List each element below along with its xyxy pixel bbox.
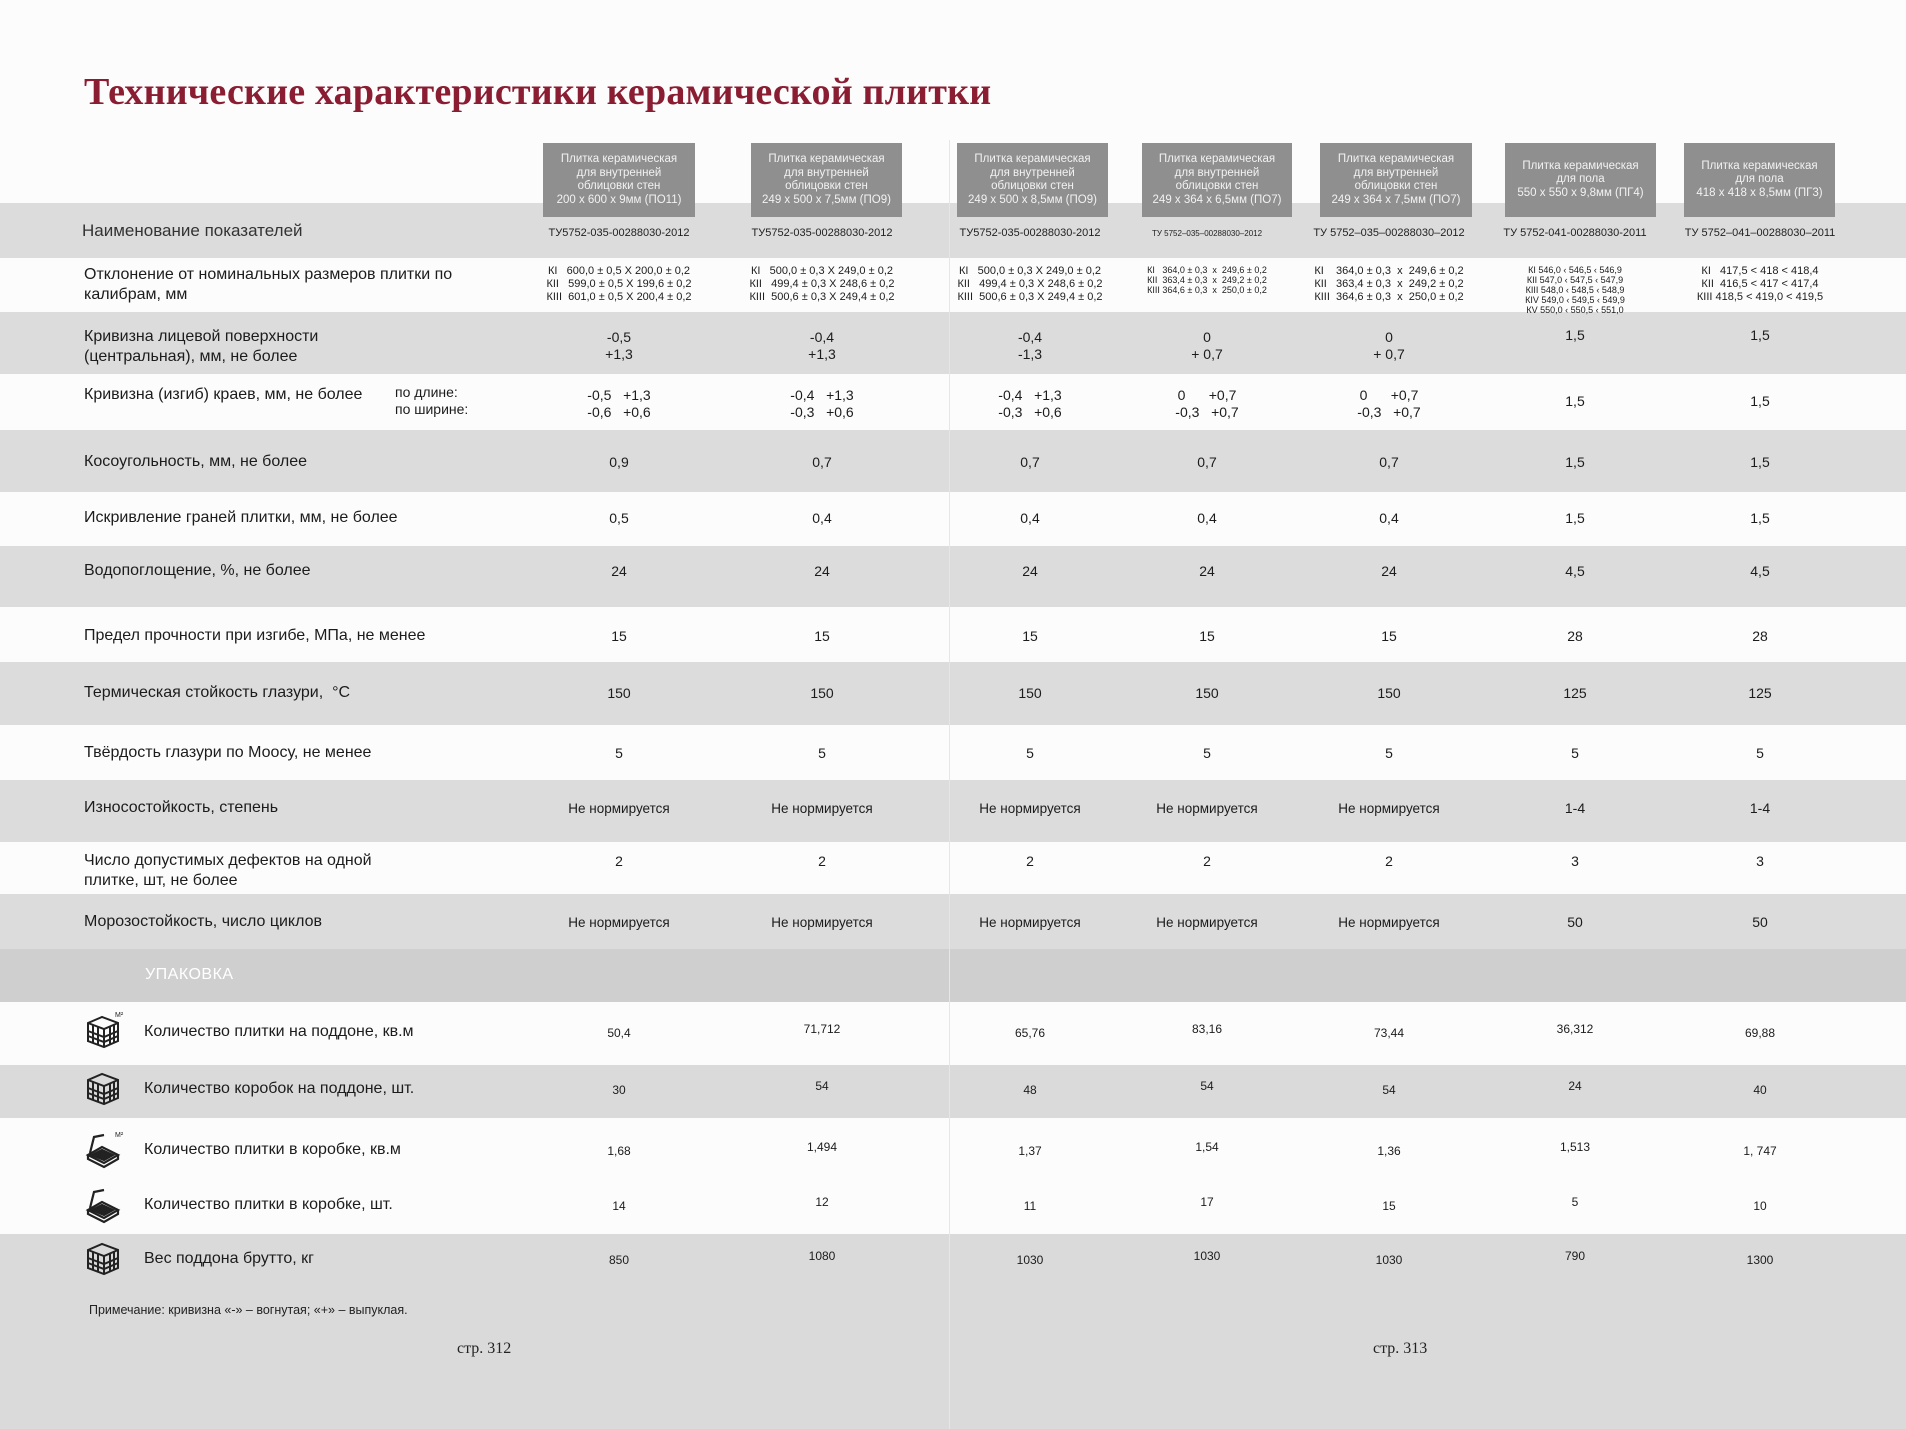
packaging-cell: 1,494 — [806, 1140, 838, 1154]
column-header-line: облицовки стен — [991, 180, 1074, 192]
row-label: Искривление граней плитки, мм, не более — [84, 509, 398, 526]
table-cell: 5 — [1571, 745, 1579, 761]
table-cell: 24 — [1022, 563, 1038, 579]
footnote: Примечание: кривизна «-» – вогнутая; «+» – выпуклая. — [89, 1303, 408, 1317]
table-cell: 2 — [818, 853, 826, 869]
table-cell: 2 — [1385, 853, 1393, 869]
packaging-cell: 12 — [815, 1195, 829, 1209]
table-cell: КI 500,0 ± 0,3 Х 249,0 ± 0,2 КII 499,4 ± 0,3 Х 248,6 ± 0,2 КIII 500,6 ± 0,3 Х 249,4 ± 0,2 — [957, 265, 1103, 303]
table-cell: 1,5 — [1750, 454, 1770, 470]
packaging-cell: 1,513 — [1559, 1140, 1591, 1154]
row-band — [0, 780, 1906, 842]
column-standard: ТУ 5752–035–00288030–2012 — [1151, 229, 1263, 238]
table-cell: 5 — [1385, 745, 1393, 761]
table-cell: 0,7 — [812, 454, 832, 470]
table-cell: 1,5 — [1750, 327, 1770, 343]
table-cell: Не нормируется — [771, 915, 873, 930]
packaging-cell: 1080 — [808, 1249, 836, 1263]
column-header — [1320, 143, 1472, 217]
packaging-cell: 10 — [1753, 1199, 1767, 1213]
row-label: Косоугольность, мм, не более — [84, 453, 308, 470]
packaging-cell: 54 — [815, 1079, 829, 1093]
table-cell: 5 — [1203, 745, 1211, 761]
row-label: Число допустимых дефектов на одной плитке, шт, не более — [84, 852, 372, 889]
packaging-title: УПАКОВКА — [145, 966, 234, 983]
page-divider — [949, 140, 950, 1429]
table-cell: 125 — [1563, 685, 1587, 701]
row-label: Морозостойкость, число циклов — [84, 913, 323, 930]
table-cell: 28 — [1567, 628, 1583, 644]
table-cell: 2 — [1026, 853, 1034, 869]
column-header-line: Плитка керамическая — [1337, 153, 1455, 165]
table-cell: 0 +0,7 -0,3 +0,7 — [1357, 387, 1421, 420]
packaging-cell: 1300 — [1746, 1253, 1774, 1267]
table-cell: -0,4 -1,3 — [1017, 329, 1043, 362]
packaging-cell: 1,54 — [1195, 1140, 1219, 1154]
table-cell: 24 — [1381, 563, 1397, 579]
table-cell: 0,4 — [812, 510, 832, 526]
column-header-line: для внутренней — [1174, 166, 1260, 179]
column-header-line: облицовки стен — [1175, 180, 1259, 192]
row-sublabels: по длине: по ширине: — [395, 384, 469, 417]
packaging-label: Количество плитки в коробке, шт. — [144, 1196, 393, 1213]
column-header-line: облицовки стен — [1354, 180, 1438, 192]
packaging-cell: 40 — [1753, 1083, 1767, 1097]
page-title: Технические характеристики керамической плитки — [84, 71, 992, 113]
column-header — [1505, 143, 1656, 217]
column-header-line: для пола — [1556, 173, 1605, 186]
table-cell: 150 — [810, 685, 834, 701]
packaging-cell: 850 — [608, 1253, 630, 1267]
packaging-cell: 11 — [1023, 1199, 1037, 1213]
column-header-line: Плитка керамическая — [768, 153, 885, 165]
column-header-line: для внутренней — [990, 166, 1075, 179]
table-cell: 28 — [1752, 628, 1768, 644]
packaging-cell: 54 — [1382, 1083, 1396, 1097]
column-header-line: для внутренней — [1353, 166, 1439, 179]
box-icon — [84, 1184, 124, 1224]
table-cell: -0,5 +1,3 -0,6 +0,6 — [587, 387, 651, 420]
row-label: Износостойкость, степень — [84, 799, 279, 816]
table-cell: 0,7 — [1020, 454, 1040, 470]
packaging-cell: 15 — [1382, 1199, 1396, 1213]
packaging-cell: 69,88 — [1744, 1026, 1776, 1040]
column-header — [1684, 143, 1835, 217]
table-cell: 15 — [1199, 628, 1215, 644]
column-standard: ТУ5752-035-00288030-2012 — [751, 227, 893, 239]
table-cell: 1-4 — [1749, 800, 1771, 816]
table-cell: 1,5 — [1565, 510, 1585, 526]
packaging-label: Количество плитки в коробке, кв.м — [144, 1141, 401, 1158]
column-header-line: Плитка керамическая — [974, 153, 1091, 165]
column-header-line: 550 x 550 x 9,8мм (ПГ4) — [1517, 186, 1644, 199]
table-cell: 0,7 — [1197, 454, 1217, 470]
table-cell: 150 — [1377, 685, 1401, 701]
row-label: Термическая стойкость глазури, °C — [84, 684, 351, 701]
table-cell: 5 — [1026, 745, 1034, 761]
table-cell: 4,5 — [1565, 563, 1585, 579]
packaging-cell: 30 — [612, 1083, 626, 1097]
column-header — [957, 143, 1108, 217]
table-cell: 150 — [1018, 685, 1042, 701]
table-cell: 24 — [814, 563, 830, 579]
column-standard: ТУ5752-035-00288030-2012 — [548, 227, 690, 239]
table-cell: 15 — [1381, 628, 1397, 644]
column-header-line: 249 x 364 x 7,5мм (ПО7) — [1331, 193, 1461, 206]
packaging-cell: 54 — [1200, 1079, 1214, 1093]
column-header-line: Плитка керамическая — [1158, 153, 1276, 165]
table-cell: 1,5 — [1565, 454, 1585, 470]
table-cell: 1,5 — [1750, 393, 1770, 409]
column-header — [751, 143, 902, 217]
packaging-cell: 65,76 — [1014, 1026, 1046, 1040]
table-cell: 2 — [615, 853, 623, 869]
row-label: Отклонение от номинальных размеров плитки по калибрам, мм — [84, 266, 453, 303]
packaging-cell: 24 — [1568, 1079, 1582, 1093]
row-label: Водопоглощение, %, не более — [84, 562, 311, 579]
table-cell: 1,5 — [1565, 327, 1585, 343]
table-cell: -0,4 +1,3 — [808, 329, 836, 362]
table-cell: 0,4 — [1197, 510, 1217, 526]
column-header-line: 418 x 418 x 8,5мм (ПГ3) — [1696, 186, 1823, 199]
table-cell: Не нормируется — [1156, 915, 1258, 930]
header-label: Наименование показателей — [82, 221, 303, 240]
table-cell: 24 — [611, 563, 627, 579]
table-cell: Не нормируется — [1338, 801, 1440, 816]
table-cell: 15 — [1022, 628, 1038, 644]
column-standard: ТУ 5752-041-00288030-2011 — [1503, 227, 1647, 239]
pallet-weight-icon — [84, 1238, 124, 1278]
table-cell: -0,4 +1,3 -0,3 +0,6 — [790, 387, 854, 420]
table-cell: КI 364,0 ± 0,3 x 249,6 ± 0,2 КII 363,4 ± 0,3 x 249,2 ± 0,2 КIII 364,6 ± 0,3 x 250,0 ± 0,2 — [1314, 265, 1464, 303]
packaging-cell: 5 — [1571, 1195, 1579, 1209]
table-cell: Не нормируется — [979, 915, 1081, 930]
table-cell: КI 364,0 ± 0,3 x 249,6 ± 0,2 КII 363,4 ± 0,3 x 249,2 ± 0,2 КIII 364,6 ± 0,3 x 250,0 ± 0,2 — [1147, 265, 1267, 295]
table-cell: Не нормируется — [568, 801, 670, 816]
table-cell: 1-4 — [1564, 800, 1586, 816]
table-cell: 15 — [814, 628, 830, 644]
packaging-cell: 1,68 — [607, 1144, 631, 1158]
column-standard: ТУ 5752–041–00288030–2011 — [1684, 227, 1836, 239]
column-header-line: для внутренней — [576, 166, 662, 179]
svg-text:М²: М² — [115, 1132, 124, 1139]
column-header-line: 249 x 500 x 7,5мм (ПО9) — [762, 193, 891, 206]
column-header-line: 200 x 600 x 9мм (ПО11) — [556, 193, 682, 206]
page-number-left: стр. 312 — [457, 1340, 512, 1357]
packaging-band — [0, 949, 1906, 1002]
table-cell: КI 417,5 < 418 < 418,4 КII 416,5 < 417 < 417,4 КIII 418,5 < 419,0 < 419,5 — [1696, 265, 1824, 303]
packaging-cell: 17 — [1200, 1195, 1214, 1209]
table-cell: 15 — [611, 628, 627, 644]
row-label: Кривизна (изгиб) краев, мм, не более — [84, 386, 363, 403]
table-cell: -0,4 +1,3 -0,3 +0,6 — [998, 387, 1062, 420]
pallet-boxes-icon — [84, 1068, 124, 1108]
table-cell: 0 + 0,7 — [1191, 329, 1223, 362]
column-header-line: облицовки стен — [577, 180, 661, 192]
packaging-label: Вес поддона брутто, кг — [144, 1250, 314, 1267]
table-cell: Не нормируется — [979, 801, 1081, 816]
packaging-cell: 14 — [612, 1199, 626, 1213]
column-header-line: облицовки стен — [785, 180, 868, 192]
table-cell: 1,5 — [1750, 510, 1770, 526]
table-cell: Не нормируется — [1338, 915, 1440, 930]
table-cell: Не нормируется — [568, 915, 670, 930]
packaging-cell: 71,712 — [803, 1022, 841, 1036]
box-m2-icon — [84, 1129, 124, 1169]
table-cell: 0,4 — [1379, 510, 1399, 526]
row-label: Кривизна лицевой поверхности (центральная), мм, не более — [84, 328, 319, 365]
table-cell: 5 — [1756, 745, 1764, 761]
column-standard: ТУ 5752–035–00288030–2012 — [1313, 227, 1465, 239]
table-cell: -0,5 +1,3 — [605, 329, 633, 362]
table-cell: 1,5 — [1565, 393, 1585, 409]
svg-text:М²: М² — [115, 1012, 124, 1019]
packaging-cell: 83,16 — [1191, 1022, 1223, 1036]
table-cell: 0,5 — [609, 510, 629, 526]
table-cell: 5 — [615, 745, 623, 761]
packaging-cell: 36,312 — [1556, 1022, 1594, 1036]
table-cell: 50 — [1567, 914, 1583, 930]
table-cell: Не нормируется — [771, 801, 873, 816]
packaging-label: Количество коробок на поддоне, шт. — [144, 1080, 415, 1097]
table-cell: 0,7 — [1379, 454, 1399, 470]
packaging-cell: 1,37 — [1018, 1144, 1042, 1158]
column-header-line: для пола — [1735, 173, 1784, 186]
table-cell: 24 — [1199, 563, 1215, 579]
column-header — [1142, 143, 1292, 217]
packaging-cell: 50,4 — [607, 1026, 631, 1040]
table-cell: 3 — [1756, 853, 1764, 869]
table-cell: 2 — [1203, 853, 1211, 869]
column-standard: ТУ5752-035-00288030-2012 — [959, 227, 1101, 239]
column-header-line: 249 x 364 x 6,5мм (ПО7) — [1152, 193, 1282, 206]
row-label: Предел прочности при изгибе, МПа, не менее — [84, 627, 426, 644]
row-label: Твёрдость глазури по Моосу, не менее — [84, 744, 372, 761]
packaging-cell: 48 — [1023, 1083, 1037, 1097]
packaging-cell: 1030 — [1016, 1253, 1044, 1267]
pallet-m2-icon — [84, 1011, 124, 1051]
table-cell: 3 — [1571, 853, 1579, 869]
packaging-cell: 1,36 — [1377, 1144, 1401, 1158]
table-cell: 125 — [1748, 685, 1772, 701]
column-header — [543, 143, 695, 217]
table-cell: КI 500,0 ± 0,3 Х 249,0 ± 0,2 КII 499,4 ± 0,3 Х 248,6 ± 0,2 КIII 500,6 ± 0,3 Х 249,4 ± 0,2 — [749, 265, 895, 303]
table-cell: 4,5 — [1750, 563, 1770, 579]
packaging-cell: 73,44 — [1373, 1026, 1405, 1040]
table-cell: 0 + 0,7 — [1373, 329, 1405, 362]
column-header-line: Плитка керамическая — [1522, 159, 1639, 172]
column-header-line: Плитка керамическая — [560, 153, 678, 165]
table-cell: 150 — [1195, 685, 1219, 701]
table-cell: КI 546,0 ‹ 546,5 ‹ 546,9 КII 547,0 ‹ 547,5 ‹ 547,9 КIII 548,0 ‹ 548,5 ‹ 548,9 КIV 549,0 ‹ 549,5 ‹ 549,9 КV 550,0 ‹ 550,5 ‹ 551,0 — [1525, 265, 1625, 315]
packaging-cell: 1030 — [1193, 1249, 1221, 1263]
packaging-cell: 1030 — [1375, 1253, 1403, 1267]
table-cell: 150 — [607, 685, 631, 701]
table-cell: 0,9 — [609, 454, 629, 470]
table-cell: Не нормируется — [1156, 801, 1258, 816]
column-header-line: для внутренней — [784, 166, 869, 179]
table-cell: 0,4 — [1020, 510, 1040, 526]
column-header-line: Плитка керамическая — [1701, 159, 1818, 172]
page-number-right: стр. 313 — [1373, 1340, 1428, 1357]
table-cell: 50 — [1752, 914, 1768, 930]
packaging-cell: 1, 747 — [1743, 1144, 1777, 1158]
table-cell: КI 600,0 ± 0,5 Х 200,0 ± 0,2 КII 599,0 ± 0,5 Х 199,6 ± 0,2 КIII 601,0 ± 0,5 Х 200,4 ± 0,2 — [546, 265, 692, 303]
packaging-cell: 790 — [1564, 1249, 1586, 1263]
packaging-label: Количество плитки на поддоне, кв.м — [144, 1023, 414, 1040]
column-header-line: 249 x 500 x 8,5мм (ПО9) — [968, 193, 1097, 206]
table-cell: 5 — [818, 745, 826, 761]
table-cell: 0 +0,7 -0,3 +0,7 — [1175, 387, 1239, 420]
